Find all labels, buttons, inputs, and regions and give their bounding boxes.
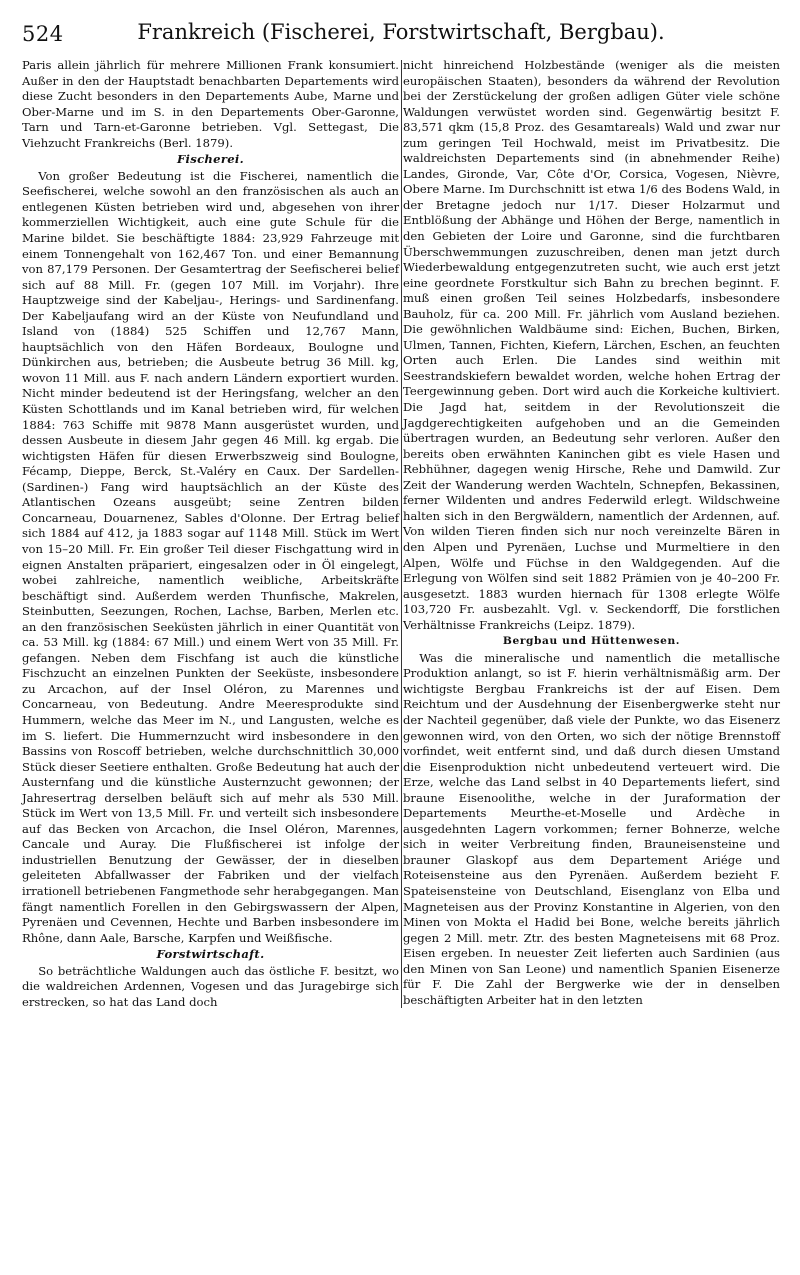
right-column [403, 58, 780, 1010]
running-title: Frankreich (Fischerei, Forstwirtschaft, Bergbau). [137, 20, 665, 44]
page-number: 524 [22, 22, 64, 46]
text-columns [22, 58, 780, 1010]
paragraph-forstwirtschaft-start: So beträchtliche Waldungen auch das östliche F. besitzt, wo die waldreichen Ardennen, Vogesen und das Juragebirge sich erstrecken, so hat das Land doch [22, 963, 399, 1009]
paragraph-bergbau: Was die mineralische und namentlich die metallische Produktion anlangt, so ist F. hierin verhältnismäßig arm. Der wichtigste Bergbau Frankreichs ist der auf Eisen. Dem Reichtum und der Ausdehnung der Eisenbergwerke steht nur der Nachteil gegenüber, daß viele der Punkte, wo das Eisenerz gewonnen wird, von den Orten, wo sich der nötige Brennstoff vorfindet, weit entfernt sind, und daß durch diesen Umstand die Eisenproduktion nicht unbedeutend verteuert wird. Die Erze, welche das Land selbst in 40 Departements liefert, sind braune Eisenoolithe, welche in der Juraformation der Departements Meurthe-et-Moselle und Ardèche in ausgedehnten Lagern vorkommen; ferner Bohnerze, welche sich in weiter Verbreitung finden, Brauneisensteine und brauner Glaskopf aus dem Departement Ariége und Roteisensteine aus den Pyrenäen. Außerdem bezieht F. Spateisensteine von Deutschland, Eisenglanz von Elba und Magneteisen aus der Provinz Konstantine in Algerien, von den Minen von Mokta el Hadid bei Bone, welche bereits jährlich gegen 2 Mill. metr. Ztr. des besten Magneteisens mit 68 Proz. Eisen ergeben. In neuester Zeit lieferten auch Sardinien (aus den Minen von San Leone) und namentlich Spanien Eisenerze für F. Die Zahl der Bergwerke wie der in denselben beschäftigten Arbeiter hat in den letzten [403, 650, 780, 1007]
left-column [22, 58, 399, 1010]
paragraph-viehzucht-end: Paris allein jährlich für mehrere Millionen Frank konsumiert. Außer in den der Hauptstadt benachbarten Departements wird diese Zucht besonders in den Departements Aube, Marne und Ober-Marne und im S. in den Departements Ober-Garonne, Tarn und Tarn-et-Garonne betrieben. Vgl. Settegast, Die Viehzucht Frankreichs (Berl. 1879). [22, 58, 399, 150]
paragraph-forstwirtschaft-cont: nicht hinreichend Holzbestände (weniger als die meisten europäischen Staaten), besonders da während der Revolution bei der Zerstückelung der großen adligen Güter viele schöne Waldungen verwüstet worden sind. Gegenwärtig besitzt F. 83,571 qkm (15,8 Proz. des Gesamtareals) Wald und zwar nur zum geringen Teil Hochwald, meist im Privatbesitz. Die waldreichsten Departements sind (in abnehmender Reihe) Landes, Gironde, Var, Côte d'Or, Corsica, Vogesen, Nièvre, Obere Marne. Im Durchschnitt ist etwa 1/6 des Bodens Wald, in der Bretagne jedoch nur 1/17. Dieser Holzarmut und Entblößung der Abhänge und Höhen der Berge, namentlich in den Gebieten der Loire und Garonne, sind die furchtbaren Überschwemmungen zuzuschreiben, denen man jetzt durch Wiederbewaldung entgegenzutreten sucht, wie auch erst jetzt eine geordnete Forstkultur sich Bahn zu brechen beginnt. F. muß einen großen Teil seines Holzbedarfs, insbesondere Bauholz, für ca. 200 Mill. Fr. jährlich vom Ausland beziehen. Die gewöhnlichen Waldbäume sind: Eichen, Buchen, Birken, Ulmen, Tannen, Fichten, Kiefern, Lärchen, Eschen, an feuchten Orten auch Erlen. Die Landes sind weithin mit Seestrandskiefern bewaldet worden, welche hohen Ertrag der Teergewinnung geben. Dort wird auch die Korkeiche kultiviert. Die Jagd hat, seitdem in der Revolutionszeit die Jagdgerechtigkeiten aufgehoben und an die Gemeinden übertragen wurden, an Bedeutung sehr verloren. Außer den bereits oben erwähnten Kaninchen gibt es viele Hasen und Rebhühner, dagegen wenig Hirsche, Rehe und Damwild. Zur Zeit der Wanderung werden Wachteln, Schnepfen, Bekassinen, ferner Wildenten und andres Federwild erlegt. Wildschweine halten sich in den Bergwäldern, namentlich der Ardennen, auf. Von wilden Tieren finden sich nur noch vereinzelte Bären in den Alpen und Pyrenäen, Luchse und Murmeltiere in den Alpen, Wölfe und Füchse in den Waldgegenden. Auf die Erlegung von Wölfen sind seit 1882 Prämien von je 40–200 Fr. ausgesetzt. 1883 wurden hiernach für 1308 erlegte Wölfe 103,720 Fr. ausbezahlt. Vgl. v. Seckendorff, Die forstlichen Verhältnisse Frankreichs (Leipz. 1879). [403, 58, 780, 632]
column-divider [401, 60, 402, 1008]
section-heading-bergbau: Bergbau und Hüttenwesen. [502, 635, 681, 648]
section-heading-forstwirtschaft: Forstwirtschaft. [156, 947, 265, 962]
section-heading-fischerei: Fischerei. [177, 152, 244, 167]
paragraph-fischerei: Von großer Bedeutung ist die Fischerei, namentlich die Seefischerei, welche sowohl an den französischen als auch an entlegenen Küsten betrieben wird und, abgesehen von ihrer kommerziellen Wichtigkeit, auch eine gute Schule für die Marine bildet. Sie beschäftigte 1884: 23,929 Fahrzeuge mit einem Tonnengehalt von 162,467 Ton. und einer Bemannung von 87,179 Personen. Der Gesamtertrag der Seefischerei belief sich auf 88 Mill. Fr. (gegen 107 Mill. im Vorjahr). Ihre Hauptzweige sind der Kabeljau-, Herings- und Sardinenfang. Der Kabeljaufang wird an der Küste von Neufundland und Island von (1884) 525 Schiffen und 12,767 Mann, hauptsächlich von den Häfen Bordeaux, Boulogne und Dünkirchen aus, betrieben; die Ausbeute betrug 36 Mill. kg, wovon 11 Mill. aus F. nach andern Ländern exportiert wurden. Nicht minder bedeutend ist der Heringsfang, welcher an den Küsten Schottlands und im Kanal betrieben wird, für welchen 1884: 763 Schiffe mit 9878 Mann ausgerüstet wurden, und dessen Ausbeute in diesem Jahr gegen 46 Mill. kg ergab. Die wichtigsten Häfen für diesen Erwerbszweig sind Boulogne, Fécamp, Dieppe, Berck, St.-Valéry en Caux. Der Sardellen- (Sardinen-) Fang wird hauptsächlich an der Küste des Atlantischen Ozeans ausgeübt; seine Zentren bilden Concarneau, Douarnenez, Sables d'Olonne. Der Ertrag belief sich 1884 auf 412, ja 1883 sogar auf 1148 Mill. Stück im Wert von 15–20 Mill. Fr. Ein großer Teil dieser Fischgattung wird in eignen Anstalten präpariert, eingesalzen oder in Öl eingelegt, wobei zahlreiche, namentlich weibliche, Arbeitskräfte beschäftigt sind. Außerdem werden Thunfische, Makrelen, Steinbutten, Seezungen, Rochen, Lachse, Barben, Merlen etc. an den französischen Seeküsten jährlich in einer Quantität von ca. 53 Mill. kg (1884: 67 Mill.) und einem Wert von 35 Mill. Fr. gefangen. Neben dem Fischfang ist auch die künstliche Fischzucht an einzelnen Punkten der Seeküste, insbesondere zu Arcachon, auf der Insel Oléron, zu Marennes und Concarneau, von Bedeutung. Andre Meeresprodukte sind Hummern, welche das Meer im N., und Langusten, welche es im S. liefert. Die Hummernzucht wird insbesondere in den Bassins von Roscoff betrieben, welche durchschnittlich 30,000 Stück dieser Seetiere enthalten. Große Bedeutung hat auch der Austernfang und die künstliche Austernzucht gewonnen; der Jahresertrag derselben beläuft sich auf mehr als 530 Mill. Stück im Wert von 13,5 Mill. Fr. und verteilt sich insbesondere auf das Becken von Arcachon, die Insel Oléron, Marennes, Cancale und Auray. Die Flußfischerei ist infolge der industriellen Benutzung der Gewässer, der in dieselben geleiteten Abfallwasser der Fabriken und der vielfach irrationell betriebenen Fangmethode sehr herabgegangen. Man fängt namentlich Forellen in den Gebirgswassern der Alpen, Pyrenäen und Cevennen, Hechte und Barben insbesondere im Rhône, dann Aale, Barsche, Karpfen und Weißfische. [22, 168, 399, 945]
page-header [22, 12, 780, 58]
